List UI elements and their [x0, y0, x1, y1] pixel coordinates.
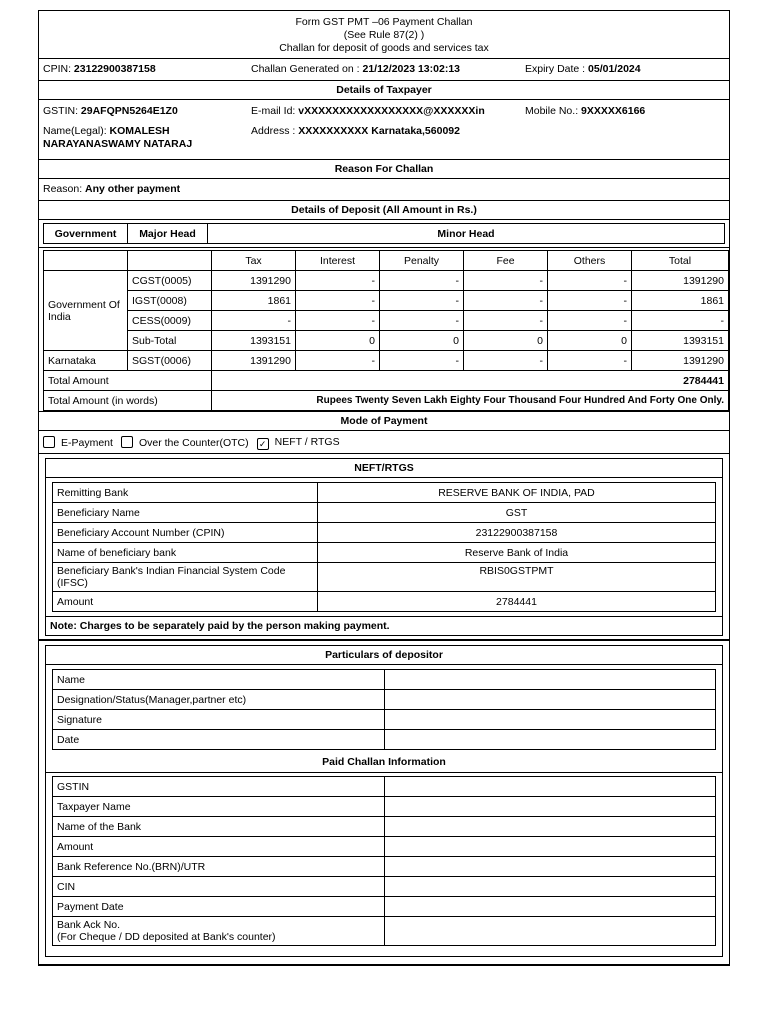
cpin-row: [38, 59, 730, 81]
depositor-name-field[interactable]: [385, 670, 716, 690]
table-row: Name of beneficiary bank Reserve Bank of India: [53, 543, 716, 563]
epayment-checkbox[interactable]: [43, 436, 55, 448]
address: Address : XXXXXXXXXX Karnataka,560092: [251, 125, 460, 137]
total-words-label: Total Amount (in words): [44, 391, 212, 411]
depositor-section: [38, 641, 730, 966]
state-name: Karnataka: [44, 351, 128, 371]
payment-mode-title: Mode of Payment: [38, 412, 730, 431]
neft-note: Note: Charges to be separately paid by the person making payment.: [46, 616, 722, 635]
expiry-date: Expiry Date : 05/01/2024: [525, 63, 641, 75]
table-row: CIN: [53, 877, 716, 897]
depositor-designation-field[interactable]: [385, 690, 716, 710]
form-rule: (See Rule 87(2) ): [343, 29, 425, 41]
table-row: IGST(0008) 1861 - - - - 1861: [44, 291, 729, 311]
option-epayment[interactable]: E-Payment: [43, 436, 113, 448]
table-row: Government Of India CGST(0005) 1391290 - - - - 1391290: [44, 271, 729, 291]
total-amount-row: [44, 371, 729, 391]
neft-title: NEFT/RTGS: [46, 459, 722, 478]
col-interest: Interest: [296, 251, 380, 271]
paid-brn-field[interactable]: [385, 857, 716, 877]
col-others: Others: [548, 251, 632, 271]
table-row: Bank Reference No.(BRN)/UTR: [53, 857, 716, 877]
mobile: Mobile No.: 9XXXXX6166: [525, 105, 646, 117]
deposit-head-wrap: [38, 220, 730, 248]
neft-checkbox[interactable]: ✓: [257, 438, 269, 450]
table-row: CESS(0009) - - - - - -: [44, 311, 729, 331]
paid-bank-ack-field[interactable]: [385, 917, 716, 946]
table-row: Name of the Bank: [53, 817, 716, 837]
depositor-signature-field[interactable]: [385, 710, 716, 730]
paid-amount-field[interactable]: [385, 837, 716, 857]
table-row: Remitting Bank RESERVE BANK OF INDIA, PAD: [53, 483, 716, 503]
form-subtitle: Challan for deposit of goods and services tax: [279, 42, 489, 54]
total-words-row: [44, 391, 729, 411]
table-row: Date: [53, 730, 716, 750]
gstin: GSTIN: 29AFQPN5264E1Z0: [43, 105, 178, 117]
paid-cin-field[interactable]: [385, 877, 716, 897]
total-words-value: Rupees Twenty Seven Lakh Eighty Four Thousand Four Hundred And Forty One Only.: [212, 391, 729, 411]
otc-checkbox[interactable]: [121, 436, 133, 448]
table-row: Name: [53, 670, 716, 690]
paid-payment-date-field[interactable]: [385, 897, 716, 917]
reason-section-title: Reason For Challan: [38, 160, 730, 179]
paid-gstin-field[interactable]: [385, 777, 716, 797]
deposit-head-table: [43, 223, 725, 244]
head-major: Major Head: [128, 224, 208, 244]
depositor-title: Particulars of depositor: [46, 646, 722, 665]
col-fee: Fee: [464, 251, 548, 271]
bank-ack-label: Bank Ack No. (For Cheque / DD deposited at Bank's counter): [53, 917, 385, 946]
col-total: Total: [632, 251, 729, 271]
table-row: Beneficiary Bank's Indian Financial System Code (IFSC) RBIS0GSTPMT: [53, 563, 716, 592]
col-penalty: Penalty: [380, 251, 464, 271]
form-title: Form GST PMT –06 Payment Challan: [295, 16, 473, 28]
total-amount-label: Total Amount: [44, 371, 212, 391]
paid-bank-name-field[interactable]: [385, 817, 716, 837]
col-tax: Tax: [212, 251, 296, 271]
form-header: [38, 10, 730, 59]
head-government: Government: [44, 224, 128, 244]
table-row: Amount 2784441: [53, 592, 716, 612]
cpin: CPIN: 23122900387158: [43, 63, 156, 75]
legal-name: Name(Legal): KOMALESH NARAYANASWAMY NATARAJ: [43, 125, 193, 150]
depositor-date-field[interactable]: [385, 730, 716, 750]
reason: Reason: Any other payment: [43, 183, 181, 195]
taxpayer-details: [38, 100, 730, 160]
table-row: Designation/Status(Manager,partner etc): [53, 690, 716, 710]
deposit-columns-row: [44, 251, 729, 271]
deposit-table-wrap: [38, 248, 730, 412]
challan-form: [38, 10, 730, 966]
table-row: Signature: [53, 710, 716, 730]
paid-challan-title: Paid Challan Information: [322, 756, 446, 768]
reason-row: [38, 179, 730, 201]
neft-section: [38, 454, 730, 641]
table-row: GSTIN: [53, 777, 716, 797]
table-row: Beneficiary Name GST: [53, 503, 716, 523]
depositor-table: [52, 669, 716, 750]
table-row: Amount: [53, 837, 716, 857]
challan-generated: Challan Generated on : 21/12/2023 13:02:13: [251, 63, 460, 75]
email: E-mail Id: vXXXXXXXXXXXXXXXXX@XXXXXXin: [251, 105, 485, 117]
paid-challan-table: [52, 776, 716, 946]
head-minor: Minor Head: [208, 224, 725, 244]
option-otc[interactable]: Over the Counter(OTC): [121, 436, 249, 448]
table-row: Sub-Total 1393151 0 0 0 0 1393151: [44, 331, 729, 351]
government-of-india: Government Of India: [44, 271, 128, 351]
table-row: [53, 917, 716, 946]
deposit-section-title: Details of Deposit (All Amount in Rs.): [38, 201, 730, 220]
total-amount-value: 2784441: [212, 371, 729, 391]
table-row: Payment Date: [53, 897, 716, 917]
table-row: Karnataka SGST(0006) 1391290 - - - - 1391290: [44, 351, 729, 371]
table-row: Taxpayer Name: [53, 797, 716, 817]
neft-table: [52, 482, 716, 612]
paid-taxpayer-name-field[interactable]: [385, 797, 716, 817]
table-row: Beneficiary Account Number (CPIN) 23122900387158: [53, 523, 716, 543]
deposit-table: [43, 250, 729, 411]
option-neft[interactable]: ✓ NEFT / RTGS: [257, 436, 340, 448]
payment-mode-row: [38, 431, 730, 454]
taxpayer-section-title: Details of Taxpayer: [38, 81, 730, 100]
